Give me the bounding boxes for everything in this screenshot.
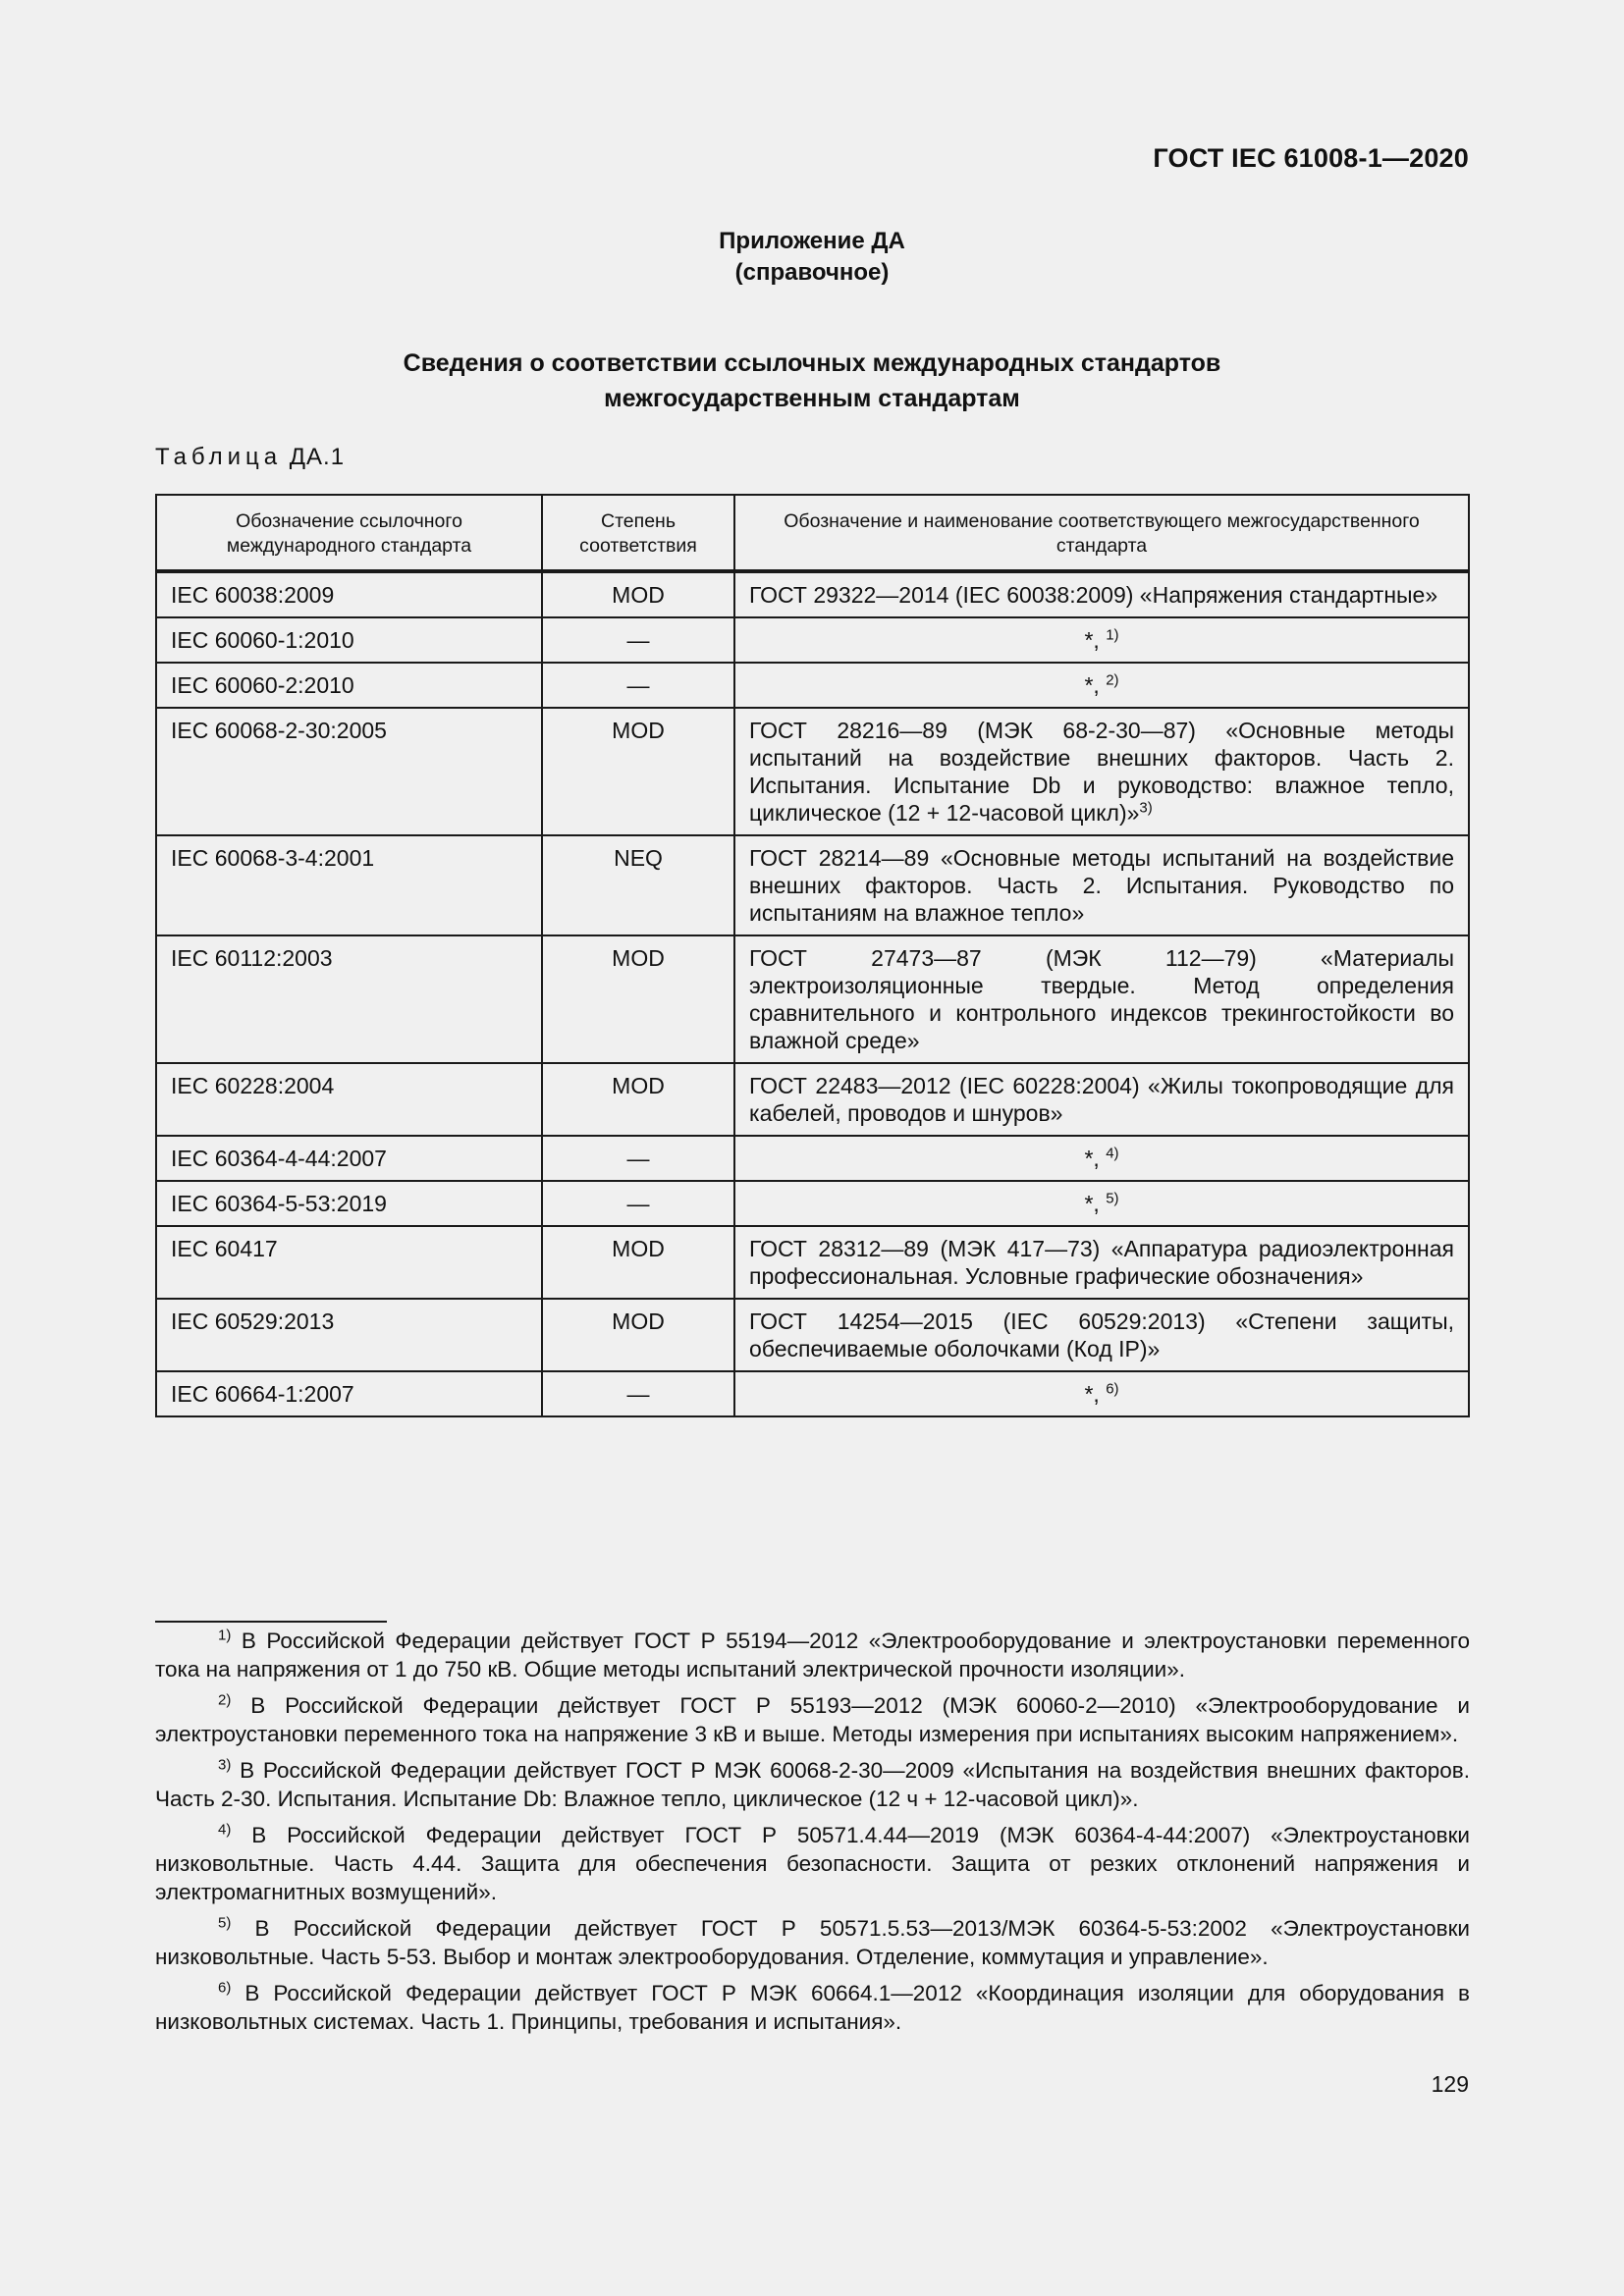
footnote (155, 1691, 1470, 1748)
header-reference: Обозначение и наименование соответствующего межгосударственного стандарта (734, 495, 1469, 571)
header-degree: Степень соответствия (542, 495, 734, 571)
table-row (156, 663, 1469, 708)
cell-reference (734, 1136, 1469, 1181)
cell-degree: MOD (542, 1299, 734, 1371)
footnote-text: В Российской Федерации действует ГОСТ Р 50571.4.44—2019 (МЭК 60364-4-44:2007) «Электроустановки низковольтные. Часть 4.44. Защита для обеспечения безопасности. Защита от резких отклонений напряжения и электромагнитных возмущений». (155, 1823, 1470, 1904)
cell-standard: IEC 60529:2013 (156, 1299, 542, 1371)
footnote (155, 1914, 1470, 1971)
reference-text: ГОСТ 28216—89 (МЭК 68-2-30—87) «Основные методы испытаний на воздействие внешних факторов. Часть 2. Испытания. Испытание Db и руководство: влажное тепло, циклическое (12 + 12-часовой цикл)» (749, 718, 1454, 826)
table-row (156, 1299, 1469, 1371)
cell-standard: IEC 60112:2003 (156, 935, 542, 1063)
footnote-text: В Российской Федерации действует ГОСТ Р 50571.5.53—2013/МЭК 60364-5-53:2002 «Электроустановки низковольтные. Часть 5-53. Выбор и монтаж электрооборудования. Отделение, коммутация и управление». (155, 1916, 1470, 1969)
footnote-separator (155, 1621, 387, 1623)
cell-reference (734, 1299, 1469, 1371)
footnote-number: 2) (218, 1691, 232, 1709)
cell-standard: IEC 60364-5-53:2019 (156, 1181, 542, 1226)
footnote (155, 1756, 1470, 1813)
cell-reference (734, 571, 1469, 617)
cell-reference (734, 617, 1469, 663)
footnote-mark: 2) (1106, 671, 1119, 689)
footnote-mark: 4) (1106, 1145, 1119, 1162)
cell-reference (734, 1181, 1469, 1226)
table-row (156, 835, 1469, 935)
cell-standard: IEC 60417 (156, 1226, 542, 1299)
appendix-title: Приложение ДА (719, 228, 905, 254)
footnote-text: В Российской Федерации действует ГОСТ Р 55194—2012 «Электрооборудование и электроустановки переменного тока на напряжения от 1 до 750 кВ. Общие методы испытаний электрической прочности изоляции». (155, 1629, 1470, 1682)
reference-text: ГОСТ 22483—2012 (IEC 60228:2004) «Жилы токопроводящие для кабелей, проводов и шнуров» (749, 1073, 1454, 1126)
footnotes (155, 1627, 1470, 2044)
footnote-number: 3) (218, 1756, 232, 1774)
cell-degree: MOD (542, 1226, 734, 1299)
table-row (156, 1136, 1469, 1181)
footnote (155, 1627, 1470, 1683)
cell-degree: MOD (542, 571, 734, 617)
footnote-mark: 5) (1106, 1190, 1119, 1207)
reference-text: ГОСТ 28312—89 (МЭК 417—73) «Аппаратура радиоэлектронная профессиональная. Условные графические обозначения» (749, 1236, 1454, 1289)
cell-degree: — (542, 663, 734, 708)
section-title-line-1: Сведения о соответствии ссылочных международных стандартов (403, 349, 1221, 377)
cell-standard: IEC 60060-2:2010 (156, 663, 542, 708)
table-row (156, 1371, 1469, 1416)
cell-reference (734, 835, 1469, 935)
cell-reference (734, 708, 1469, 835)
cell-degree: — (542, 1371, 734, 1416)
table-row (156, 1181, 1469, 1226)
table-label-word: Таблица (155, 444, 283, 470)
reference-text: *, (1084, 1381, 1100, 1407)
footnote-mark: 1) (1106, 626, 1119, 644)
cell-degree: MOD (542, 708, 734, 835)
cell-standard: IEC 60068-2-30:2005 (156, 708, 542, 835)
footnote-text: В Российской Федерации действует ГОСТ Р 55193—2012 (МЭК 60060-2—2010) «Электрооборудование и электроустановки переменного тока на напряжение 3 кВ и выше. Методы измерения при испытаниях высоким напряжением». (155, 1693, 1470, 1746)
section-title (0, 346, 1624, 416)
table-row (156, 571, 1469, 617)
page-number: 129 (1431, 2071, 1469, 2097)
table-row (156, 708, 1469, 835)
reference-text: *, (1084, 672, 1100, 698)
footnote (155, 1979, 1470, 2036)
reference-text: *, (1084, 627, 1100, 653)
table-header-row (156, 495, 1469, 571)
cell-reference (734, 1371, 1469, 1416)
reference-text: ГОСТ 29322—2014 (IEC 60038:2009) «Напряжения стандартные» (749, 582, 1438, 608)
reference-text: ГОСТ 27473—87 (МЭК 112—79) «Материалы электроизоляционные твердые. Метод определения сравнительного и контрольного индексов трекингостойкости во влажной среде» (749, 945, 1454, 1053)
footnote (155, 1821, 1470, 1906)
cell-reference (734, 663, 1469, 708)
footnote-number: 5) (218, 1914, 232, 1932)
footnote-text: В Российской Федерации действует ГОСТ Р МЭК 60068-2-30—2009 «Испытания на воздействия внешних факторов. Часть 2-30. Испытания. Испытание Db: Влажное тепло, циклическое (12 ч + 12-часовой цикл)». (155, 1758, 1470, 1811)
cell-standard: IEC 60068-3-4:2001 (156, 835, 542, 935)
document-code: ГОСТ IEC 61008-1—2020 (1153, 143, 1469, 173)
cell-standard: IEC 60060-1:2010 (156, 617, 542, 663)
cell-degree: MOD (542, 1063, 734, 1136)
table-row (156, 1063, 1469, 1136)
appendix-heading (0, 226, 1624, 289)
cell-standard: IEC 60038:2009 (156, 571, 542, 617)
footnote-number: 4) (218, 1821, 232, 1839)
reference-text: *, (1084, 1146, 1100, 1171)
reference-text: ГОСТ 28214—89 «Основные методы испытаний на воздействие внешних факторов. Часть 2. Испытания. Руководство по испытаниям на влажное тепло» (749, 845, 1454, 926)
footnote-mark: 3) (1139, 799, 1153, 817)
cell-standard: IEC 60364-4-44:2007 (156, 1136, 542, 1181)
footnote-number: 1) (218, 1627, 232, 1644)
footnote-mark: 6) (1106, 1380, 1119, 1398)
reference-text: ГОСТ 14254—2015 (IEC 60529:2013) «Степени защиты, обеспечиваемые оболочками (Код IP)» (749, 1308, 1454, 1362)
cell-standard: IEC 60228:2004 (156, 1063, 542, 1136)
cell-degree: — (542, 617, 734, 663)
reference-text: *, (1084, 1191, 1100, 1216)
section-title-line-2: межгосударственным стандартам (604, 385, 1020, 412)
table-row (156, 1226, 1469, 1299)
table-row (156, 935, 1469, 1063)
cell-degree: — (542, 1136, 734, 1181)
cell-reference (734, 1063, 1469, 1136)
cell-standard: IEC 60664-1:2007 (156, 1371, 542, 1416)
table-label (155, 444, 345, 471)
cell-degree: MOD (542, 935, 734, 1063)
cell-degree: — (542, 1181, 734, 1226)
cell-reference (734, 935, 1469, 1063)
header-standard: Обозначение ссылочного международного стандарта (156, 495, 542, 571)
cell-reference (734, 1226, 1469, 1299)
table-label-number: ДА.1 (289, 444, 346, 470)
correspondence-table (155, 494, 1470, 1417)
footnote-number: 6) (218, 1979, 232, 1997)
footnote-text: В Российской Федерации действует ГОСТ Р МЭК 60664.1—2012 «Координация изоляции для оборудования в низковольтных системах. Часть 1. Принципы, требования и испытания». (155, 1981, 1470, 2034)
cell-degree: NEQ (542, 835, 734, 935)
appendix-subtitle: (справочное) (734, 259, 890, 286)
table-row (156, 617, 1469, 663)
